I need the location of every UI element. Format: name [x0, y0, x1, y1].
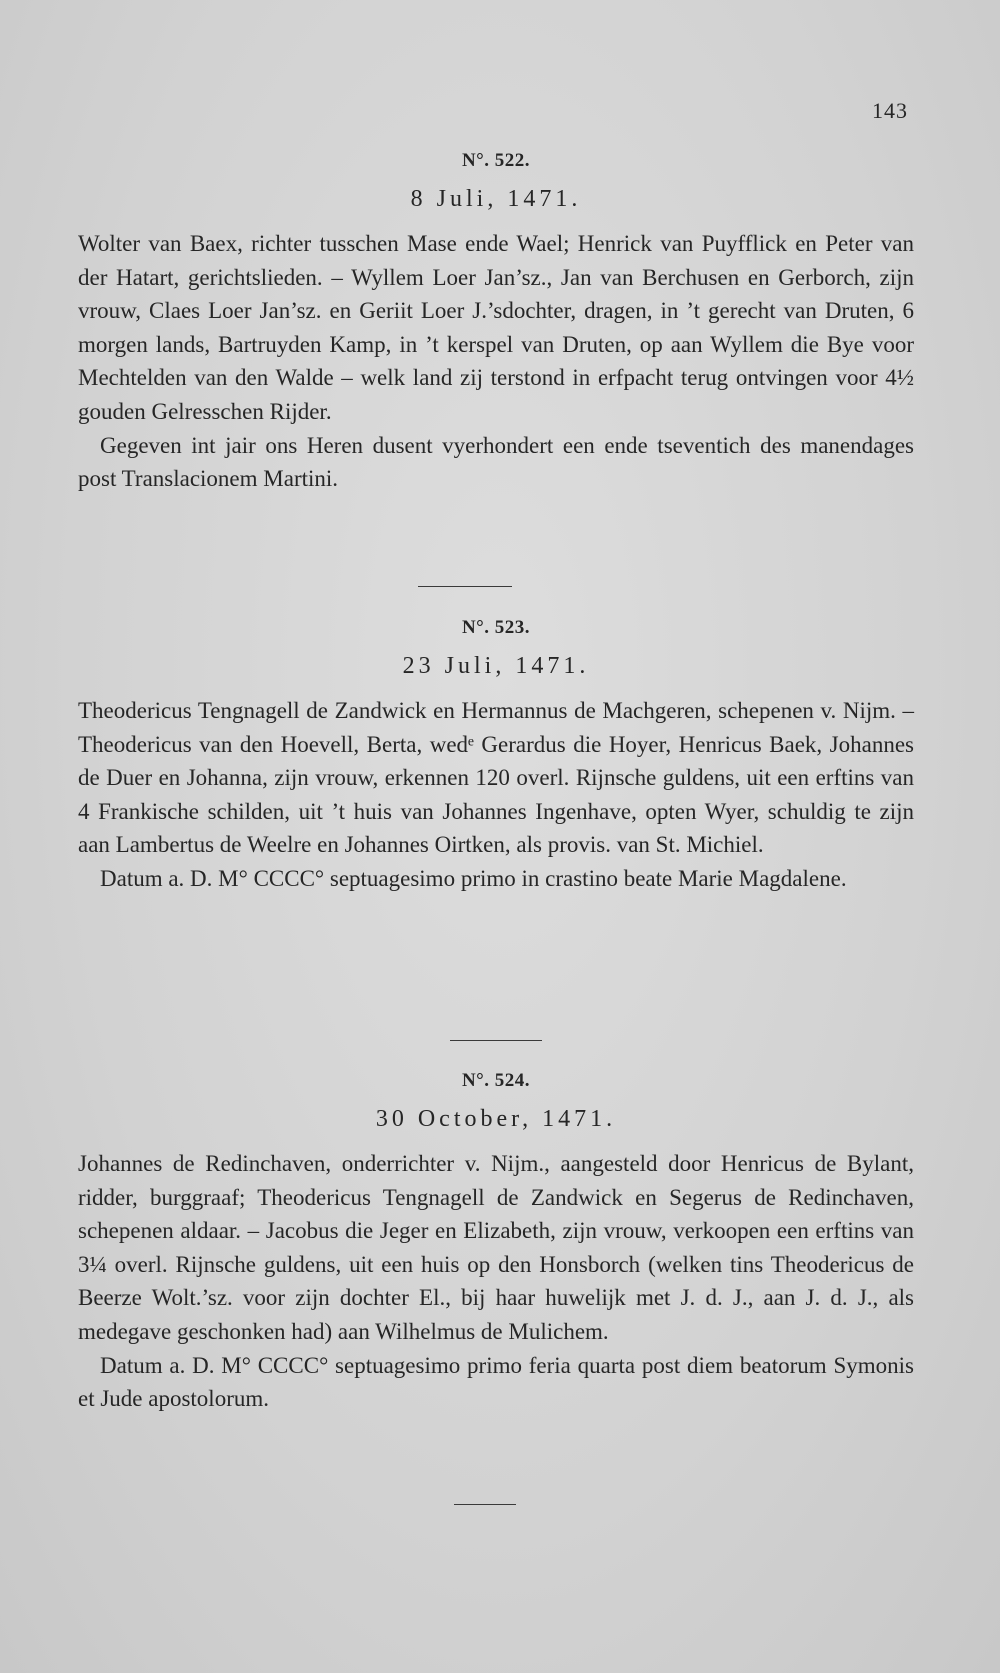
entry-dating-clause: Gegeven int jair ons Heren dusent vyerhondert een ende tseventich des manendages post Translacionem Martini. — [78, 432, 914, 492]
entry-summary: Johannes de Redinchaven, onderrichter v. Nijm., aangesteld door Henricus de Bylant, ridder, burggraaf; Theodericus Tengnagell de Zandwick en Segerus de Redinchaven, schepenen aldaar. – Jacobus die Jeger en Elizabeth, zijn vrouw, verkoopen een erftins van 3¼ overl. Rijnsche guldens, uit een huis op den Honsborch (welken tins Theodericus de Beerze Wolt.’sz. voor zijn dochter El., bij haar huwelijk met J. d. J., aan J. d. J., als medegave geschonken had) aan Wilhelmus de Mulichem. — [78, 1151, 914, 1344]
entry-dating-clause: Datum a. D. M° CCCC° septuagesimo primo in crastino beate Marie Magdalene. — [100, 865, 847, 891]
page-number: 143 — [872, 98, 908, 123]
entry-body — [78, 694, 914, 896]
entry-summary: Theodericus Tengnagell de Zandwick en Hermannus de Machgeren, schepenen v. Nijm. – Theodericus van den Hoevell, Berta, wedᵉ Gerardus die Hoyer, Henricus Baek, Johannes de Duer en Johanna, zijn vrouw, erkennen 120 overl. Rijnsche guldens, uit een erftins van 4 Frankische schilden, uit ’t huis van Johannes Ingenhave, opten Wyer, schuldig te zijn aan Lambertus de Weelre en Johannes Oirtken, als provis. van St. Michiel. — [78, 698, 914, 858]
entry-522 — [78, 150, 914, 496]
entry-date: 23 Juli, 1471. — [402, 653, 590, 679]
entry-524 — [78, 1070, 914, 1416]
section-divider — [454, 1504, 516, 1505]
entry-summary: Wolter van Baex, richter tusschen Mase ende Wael; Henrick van Puyfflick en Peter van der Hatart, gerichtslieden. – Wyllem Loer Jan’sz., Jan van Berchusen en Gerborch, zijn vrouw, Claes Loer Jan’sz. en Geriit Loer J.’sdochter, dragen, in ’t gerecht van Druten, 6 morgen lands, Bartruyden Kamp, in ’t kerspel van Druten, op aan Wyllem die Bye voor Mechtelden van den Walde – welk land zij terstond in erfpacht terug ontvingen voor 4½ gouden Gelresschen Rijder. — [78, 231, 914, 424]
entry-523 — [78, 617, 914, 896]
entry-date: 8 Juli, 1471. — [410, 186, 582, 212]
entry-date: 30 October, 1471. — [375, 1106, 617, 1132]
entry-number: N°. 524. — [461, 1070, 531, 1091]
entry-body — [78, 227, 914, 496]
entry-dating-clause: Datum a. D. M° CCCC° septuagesimo primo feria quarta post diem beatorum Symonis et Jude apostolorum. — [78, 1352, 914, 1412]
entry-body — [78, 1147, 914, 1416]
section-divider — [418, 586, 512, 587]
entry-number: N°. 523. — [461, 617, 531, 638]
document-page — [78, 0, 914, 1673]
section-divider — [450, 1040, 542, 1041]
entry-number: N°. 522. — [461, 150, 531, 171]
